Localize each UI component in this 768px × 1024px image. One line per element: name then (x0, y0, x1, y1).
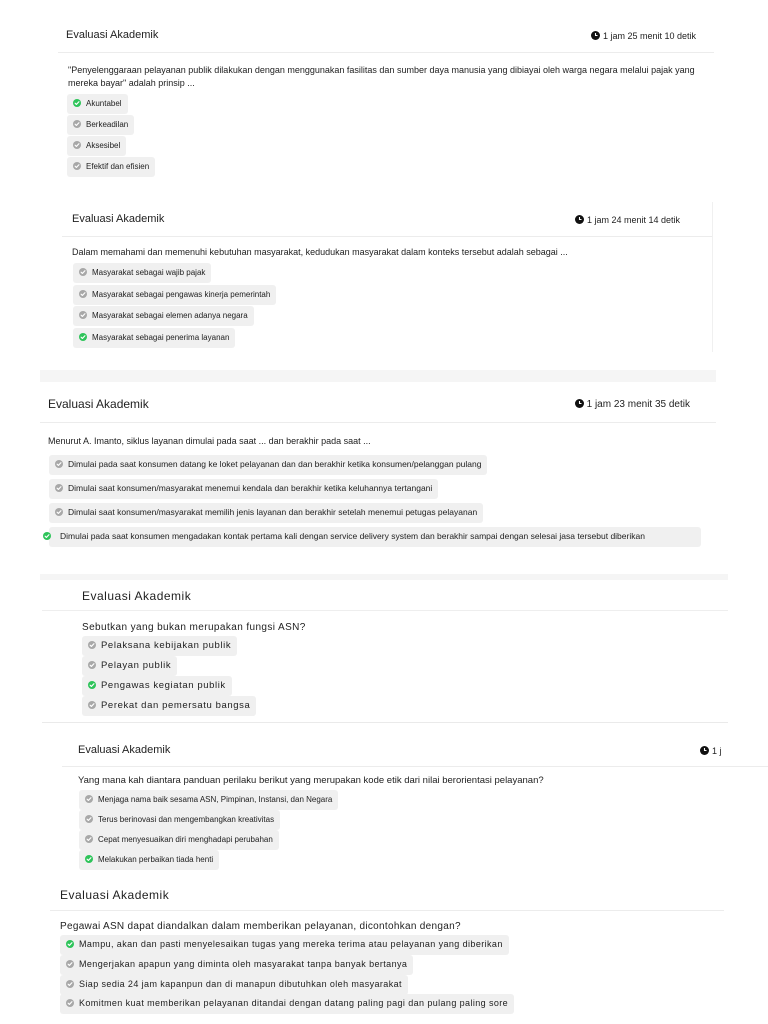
card-header (62, 202, 712, 237)
question-text: Pegawai ASN dapat diandalkan dalam memberikan pelayanan, dicontohkan dengan? (60, 921, 461, 932)
option-4[interactable] (73, 328, 235, 348)
card-header (58, 18, 714, 53)
question-text: "Penyelenggaraan pelayanan publik dilakukan dengan menggunakan fasilitas dan sumber daya manusia yang dibiayai oleh warga negara melalui pajak yang mereka bayar" adalah prinsip ... (68, 65, 695, 88)
option-label: Melakukan perbaikan tiada henti (98, 855, 214, 864)
option-2[interactable] (49, 479, 438, 499)
timer-text: 1 j (712, 746, 722, 756)
option-check-icon (88, 661, 96, 672)
option-label: Mengerjakan apapun yang diminta oleh masyarakat tanpa banyak bertanya (79, 959, 408, 969)
option-check-icon (88, 701, 96, 712)
timer (575, 399, 690, 410)
option-check-icon (79, 290, 87, 301)
card-title: Evaluasi Akademik (66, 29, 159, 41)
question-text: Menurut A. Imanto, siklus layanan dimulai pada saat ... dan berakhir pada saat ... (48, 436, 371, 446)
clock-icon (575, 399, 584, 408)
quiz-card-1 (58, 18, 714, 190)
option-label: Masyarakat sebagai penerima layanan (92, 333, 230, 342)
card-header (40, 384, 716, 423)
option-label: Dimulai pada saat konsumen mengadakan kontak pertama kali dengan service delivery system dan berakhir sampai dengan selesai jasa tersebut diberikan (60, 531, 645, 541)
option-check-icon (79, 333, 87, 344)
option-label: Masyarakat sebagai pengawas kinerja pemerintah (92, 290, 271, 299)
option-label: Pengawas kegiatan publik (101, 680, 226, 691)
option-check-icon (73, 120, 81, 131)
quiz-card-3 (40, 384, 716, 570)
option-check-icon (88, 681, 96, 692)
quiz-card-5 (62, 734, 768, 870)
option-label: Aksesibel (86, 141, 121, 150)
card-title: Evaluasi Akademik (72, 213, 165, 225)
quiz-card-4 (42, 580, 728, 723)
option-check-icon (55, 484, 63, 495)
option-1[interactable] (67, 94, 128, 114)
option-1[interactable] (49, 455, 487, 475)
option-4[interactable] (49, 527, 701, 547)
option-label: Dimulai saat konsumen/masyarakat menemui kendala dan berakhir ketika keluhannya tertangani (68, 483, 433, 493)
option-1[interactable] (60, 935, 509, 955)
option-check-icon (55, 508, 63, 519)
option-3[interactable] (67, 136, 126, 156)
clock-icon (700, 746, 709, 755)
option-4[interactable] (82, 696, 256, 716)
option-check-icon (85, 815, 93, 826)
option-check-icon (66, 980, 74, 991)
question-text: Sebutkan yang bukan merupakan fungsi ASN? (82, 622, 306, 633)
option-2[interactable] (79, 810, 280, 830)
option-check-icon (73, 99, 81, 110)
option-check-icon (85, 855, 93, 866)
timer (700, 746, 722, 756)
option-3[interactable] (79, 830, 279, 850)
clock-icon (575, 215, 584, 224)
card-header (62, 734, 768, 767)
option-3[interactable] (73, 306, 254, 326)
option-1[interactable] (79, 790, 338, 810)
option-3[interactable] (49, 503, 483, 523)
option-4[interactable] (79, 850, 219, 870)
option-4[interactable] (67, 157, 155, 177)
timer-text: 1 jam 25 menit 10 detik (602, 31, 696, 41)
option-1[interactable] (82, 636, 237, 656)
quiz-card-2 (62, 202, 713, 352)
option-check-icon (85, 835, 93, 846)
option-2[interactable] (73, 285, 276, 305)
option-check-icon (55, 460, 63, 471)
option-label: Pelaksana kebijakan publik (101, 640, 232, 651)
option-3[interactable] (60, 975, 408, 995)
option-check-icon (88, 641, 96, 652)
option-4[interactable] (60, 994, 514, 1014)
option-check-icon (79, 268, 87, 279)
option-check-icon (66, 960, 74, 971)
timer (575, 215, 680, 225)
option-2[interactable] (67, 115, 134, 135)
card-divider (40, 370, 716, 382)
option-2[interactable] (82, 656, 177, 676)
option-label: Siap sedia 24 jam kapanpun dan di manapun dibutuhkan oleh masyarakat (79, 979, 402, 989)
option-label: Efektif dan efisien (86, 162, 150, 171)
clock-icon (591, 31, 600, 40)
option-3[interactable] (82, 676, 232, 696)
option-label: Mampu, akan dan pasti menyelesaikan tugas yang mereka terima atau pelayanan yang diberikan (79, 939, 503, 949)
option-label: Masyarakat sebagai elemen adanya negara (92, 311, 248, 320)
option-label: Menjaga nama baik sesama ASN, Pimpinan, Instansi, dan Negara (98, 795, 333, 804)
card-title: Evaluasi Akademik (48, 397, 149, 411)
option-check-icon (73, 141, 81, 152)
card-header (50, 878, 724, 911)
option-check-icon (66, 999, 74, 1010)
option-check-icon (85, 795, 93, 806)
question-text: Yang mana kah diantara panduan perilaku berikut yang merupakan kode etik dari nilai berorientasi pelayanan? (78, 775, 544, 786)
card-header (42, 580, 728, 611)
timer (591, 31, 696, 41)
option-label: Masyarakat sebagai wajib pajak (92, 268, 206, 277)
option-1[interactable] (73, 263, 211, 283)
quiz-card-6 (50, 878, 724, 1018)
option-label: Terus berinovasi dan mengembangkan kreativitas (98, 815, 275, 824)
option-label: Akuntabel (86, 99, 122, 108)
option-label: Cepat menyesuaikan diri menghadapi perubahan (98, 835, 273, 844)
option-label: Dimulai pada saat konsumen datang ke loket pelayanan dan dan berakhir ketika konsumen/pelanggan pulang (68, 459, 482, 469)
option-2[interactable] (60, 955, 413, 975)
option-check-icon (66, 940, 74, 951)
card-title: Evaluasi Akademik (82, 589, 192, 603)
card-title: Evaluasi Akademik (78, 744, 171, 756)
option-check-icon (73, 162, 81, 173)
timer-text: 1 jam 23 menit 35 detik (586, 399, 690, 410)
option-label: Dimulai saat konsumen/masyarakat memilih jenis layanan dan berakhir setelah menemui petugas pelayanan (68, 507, 478, 517)
card-title: Evaluasi Akademik (60, 888, 170, 902)
timer-text: 1 jam 24 menit 14 detik (586, 215, 680, 225)
option-label: Perekat dan pemersatu bangsa (101, 700, 251, 711)
question-text: Dalam memahami dan memenuhi kebutuhan masyarakat, kedudukan masyarakat dalam konteks tersebut adalah sebagai ... (72, 247, 568, 257)
option-label: Komitmen kuat memberikan pelayanan ditandai dengan datang paling pagi dan pulang paling sore (79, 998, 509, 1008)
option-check-icon (79, 311, 87, 322)
option-label: Berkeadilan (86, 120, 129, 129)
option-label: Pelayan publik (101, 660, 172, 671)
